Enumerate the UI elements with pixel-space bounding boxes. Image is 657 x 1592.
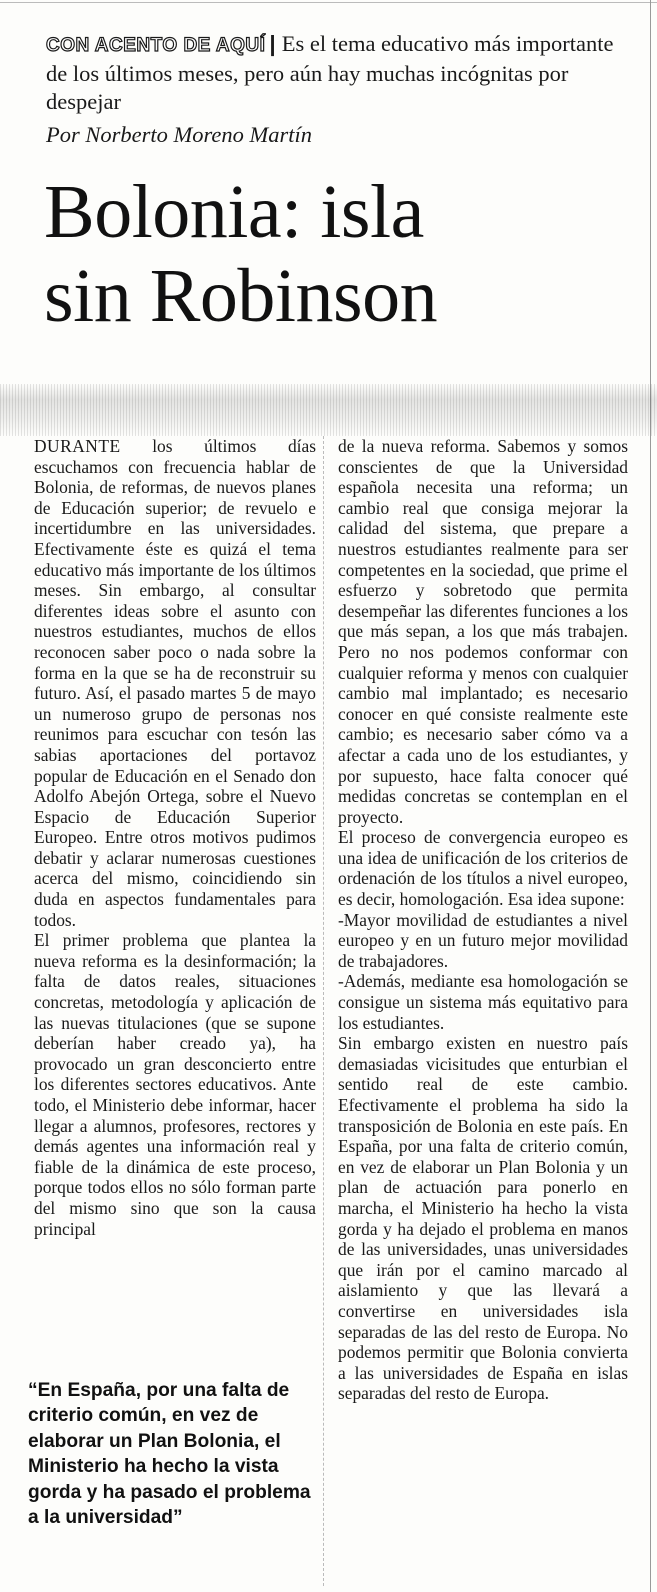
column-rule (323, 436, 324, 1586)
headline-line-2: sin Robinson (44, 254, 438, 338)
paragraph-text: los últimos días escuchamos con frecuencia hablar de Bolonia, de reformas, de nuevos planes de Educación superior; de revuelo e incertidumbre en las universidades. Efectivamente éste es quizá el tema educativo más importante de los últimos meses. Sin embargo, al consultar diferentes ideas sobre el asunto con nuestros estudiantes, muchos de ellos reconocen saber poco o nada sobre la forma en la que se ha de reconstruir su futuro. Así, el pasado martes 5 de mayo un numeroso grupo de personas nos reunimos para escuchar con tesón las sabias aportaciones del portavoz popular de Educación en el Senado don Adolfo Abejón Ortega, sobre el Nuevo Espacio de Educación Superior Europeo. Entre otros motivos pudimos debatir y aclarar numerosas cuestiones acerca del mismo, coincidiendo sin duda en aspectos fundamentales para todos. (34, 436, 316, 930)
paragraph: -Además, mediante esa homologación se consigue un sistema más equitativo para los estudiantes. (338, 971, 628, 1033)
paragraph: -Mayor movilidad de estudiantes a nivel europeo y en un futuro mejor movilidad de trabajadores. (338, 909, 628, 971)
byline: Por Norberto Moreno Martín (46, 122, 313, 147)
paragraph: El proceso de convergencia europeo es una idea de unificación de los criterios de ordenación de los títulos a nivel europeo, es decir, homologación. Esa idea supone: (338, 827, 628, 910)
page-right-edge (650, 0, 651, 1592)
paragraph: El primer problema que plantea la nueva reforma es la desinformación; la falta de datos reales, situaciones concretas, metodología y aplicación de las nuevas titulaciones (que se supone deberían haber creado ya), ha provocado un gran desconcierto entre los diferentes sectores educativos. Ante todo, el Ministerio debe informar, hacer llegar a alumnos, profesores, rectores y demás agentes una información real y fiable de la dinámica de este proceso, porque todos ellos no sólo forman parte del mismo sino que son la causa principal (34, 930, 316, 1239)
pull-quote: “En España, por una falta de criterio común, en vez de elaborar un Plan Bolonia, el Ministerio ha hecho la vista gorda y ha pasado el problema a la universidad” (28, 1380, 311, 1529)
lead-block (46, 30, 636, 116)
page-top-edge (0, 2, 657, 3)
headline-line-1: Bolonia: isla (44, 170, 424, 254)
section-separator: | (269, 31, 276, 56)
section-tag: CON ACENTO DE AQUÍ (46, 35, 266, 56)
lead-text: Es el tema educativo más importante de los últimos meses, pero aún hay muchas incógnitas por despejar (46, 31, 614, 114)
paragraph: de la nueva reforma. Sabemos y somos conscientes de que la Universidad española necesita una reforma; un cambio real que consiga mejorar la calidad del sistema, que prepare a nuestros estudiantes realmente para ser competentes en la sociedad, que prime el esfuerzo y sobretodo que permita desempeñar las diferentes funciones a los que más sepan, a los que más trabajen. Pero no nos podemos conformar con cualquier reforma y menos con cualquier cambio mal implantado; es necesario conocer en qué consiste realmente este cambio; es necesario saber cómo va a afectar a cada uno de los estudiantes, y por supuesto, hace falta conocer qué medidas concretas se contemplan en el proyecto. (338, 436, 628, 827)
headline (44, 170, 644, 338)
paragraph: Sin embargo existen en nuestro país demasiadas vicisitudes que enturbian el sentido real de este cambio. Efectivamente el problema ha sido la transposición de Bolonia en este país. En España, por una falta de criterio común, en vez de elaborar un Plan Bolonia y un plan de actuación para ponerlo en marcha, el Ministerio ha hecho la vista gorda y ha dejado el problema en manos de las universidades, unas universidades que irán por el camino marcado al aislamiento y que las llevará a convertirse en universidades isla separadas de las del resto de Europa. No podemos permitir que Bolonia convierta a las universidades de España en islas separadas del resto de Europa. (338, 1033, 628, 1404)
paragraph (34, 436, 316, 930)
dropcap-word: DURANTE (34, 436, 121, 456)
halftone-band (0, 384, 657, 436)
article-column-1 (34, 436, 316, 1239)
article-column-2 (338, 436, 628, 1404)
